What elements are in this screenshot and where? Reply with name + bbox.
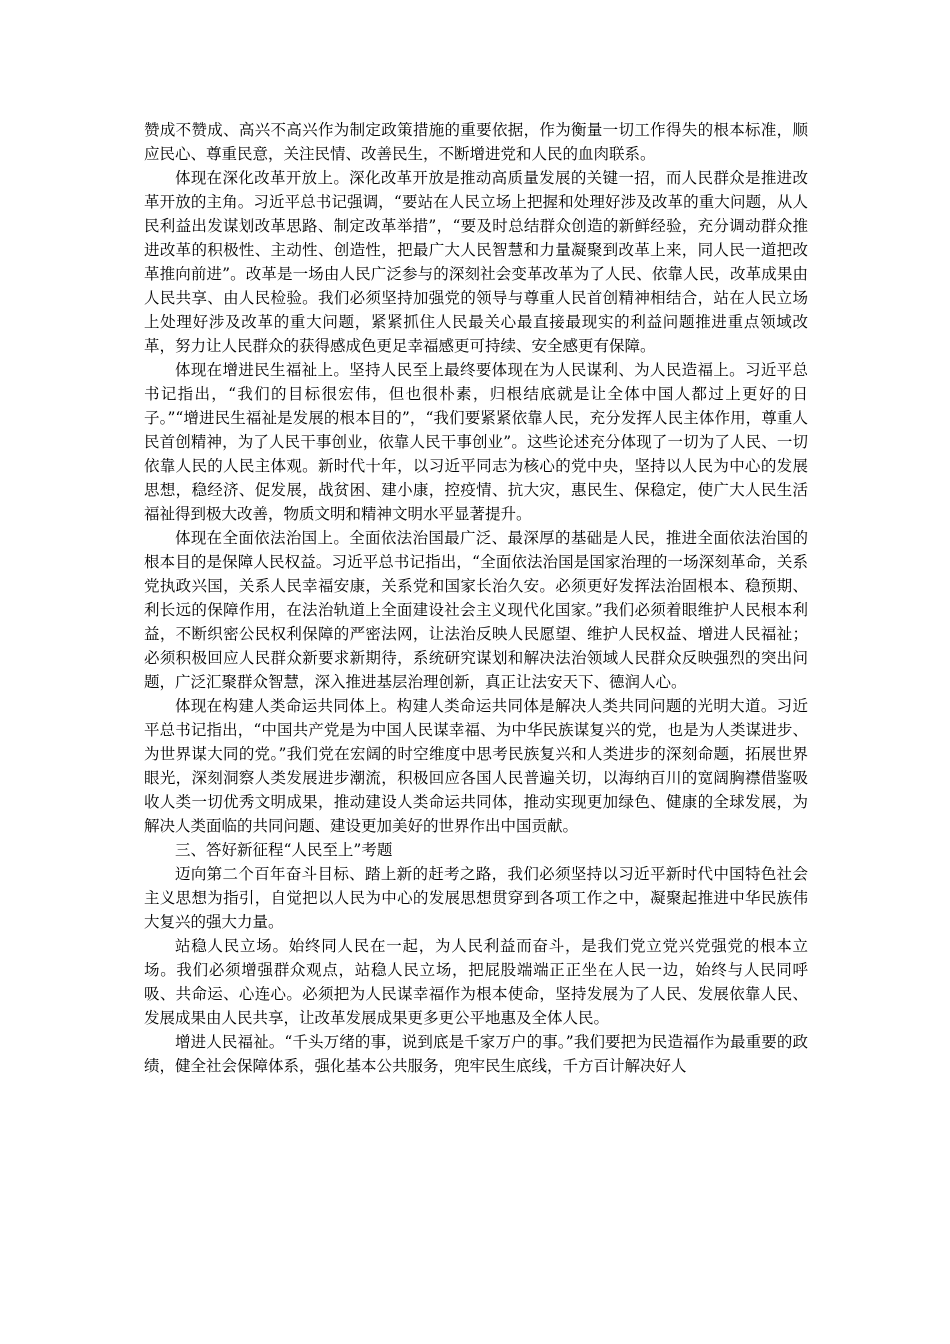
paragraph-community: 体现在构建人类命运共同体上。构建人类命运共同体是解决人类共同问题的光明大道。习近平总书记指出，“中国共产党是为中国人民谋幸福、为中华民族谋复兴的党，也是为人类谋进步、为世界谋大同的党。”我们党在宏阔的时空维度中思考民族复兴和人类进步的深刻命题，拓展世界眼光，深刻洞察人类发展进步潮流，积极回应各国人民普遍关切，以海纳百川的宽阔胸襟借鉴吸收人类一切优秀文明成果，推动建设人类命运共同体，推动实现更加绿色、健康的全球发展，为解决人类面临的共同问题、建设更加美好的世界作出中国贡献。 xyxy=(144,697,808,835)
document-page xyxy=(144,118,808,1078)
paragraph-intro: 迈向第二个百年奋斗目标、踏上新的赶考之路，我们必须坚持以习近平新时代中国特色社会主义思想为指引，自觉把以人民为中心的发展思想贯穿到各项工作之中，凝聚起推进中华民族伟大复兴的强大力量。 xyxy=(144,865,808,931)
paragraph-stance: 站稳人民立场。始终同人民在一起，为人民利益而奋斗，是我们党立党兴党强党的根本立场。我们必须增强群众观点，站稳人民立场，把屁股端端正正坐在人民一边，始终与人民同呼吸、共命运、心连心。必须把为人民谋幸福作为根本使命，坚持发展为了人民、发展依靠人民、发展成果由人民共享，让改革发展成果更多更公平地惠及全体人民。 xyxy=(144,937,808,1027)
paragraph-welfare: 增进人民福祉。“千头万绪的事，说到底是千家万户的事。”我们要把为民造福作为最重要的政绩，健全社会保障体系，强化基本公共服务，兜牢民生底线，千方百计解决好人 xyxy=(144,1033,808,1075)
paragraph-reform: 体现在深化改革开放上。深化改革开放是推动高质量发展的关键一招，而人民群众是推进改革开放的主角。习近平总书记强调，“要站在人民立场上把握和处理好涉及改革的重大问题，从人民利益出发谋划改革思路、制定改革举措”，“要及时总结群众创造的新鲜经验，充分调动群众推进改革的积极性、主动性、创造性，把最广大人民智慧和力量凝聚到改革上来，同人民一道把改革推向前进”。改革是一场由人民广泛参与的深刻社会变革改革为了人民、依靠人民，改革成果由人民共享、由人民检验。我们必须坚持加强党的领导与尊重人民首创精神相结合，站在人民立场上处理好涉及改革的重大问题，紧紧抓住人民最关心最直接最现实的利益问题推进重点领域改革，努力让人民群众的获得感成色更足幸福感更可持续、安全感更有保障。 xyxy=(144,169,808,355)
section-heading: 三、答好新征程“人民至上”考题 xyxy=(175,841,393,859)
paragraph-rule-of-law: 体现在全面依法治国上。全面依法治国最广泛、最深厚的基础是人民，推进全面依法治国的根本目的是保障人民权益。习近平总书记指出，“全面依法治国是国家治理的一场深刻革命，关系党执政兴国，关系人民幸福安康，关系党和国家长治久安。必须更好发挥法治固根本、稳预期、利长远的保障作用，在法治轨道上全面建设社会主义现代化国家。”我们必须着眼维护人民根本利益，不断织密公民权利保障的严密法网，让法治反映人民愿望、维护人民权益、增进人民福祉；必须积极回应人民群众新要求新期待，系统研究谋划和解决法治领域人民群众反映强烈的突出问题，广泛汇聚群众智慧，深入推进基层治理创新，真正让法安天下、德润人心。 xyxy=(144,529,808,691)
paragraph-continuation: 赞成不赞成、高兴不高兴作为制定政策措施的重要依据，作为衡量一切工作得失的根本标准，顺应民心、尊重民意，关注民情、改善民生，不断增进党和人民的血肉联系。 xyxy=(144,121,808,163)
paragraph-livelihood: 体现在增进民生福祉上。坚持人民至上最终要体现在为人民谋利、为人民造福上。习近平总书记指出，“我们的目标很宏伟，但也很朴素，归根结底就是让全体中国人都过上更好的日子。”“增进民生福祉是发展的根本目的”，“我们要紧紧依靠人民，充分发挥人民主体作用，尊重人民首创精神，为了人民干事创业，依靠人民干事创业”。这些论述充分体现了一切为了人民、一切依靠人民的人民主体观。新时代十年，以习近平同志为核心的党中央，坚持以人民为中心的发展思想，稳经济、促发展，战贫困、建小康，控疫情、抗大灾，惠民生、保稳定，使广大人民生活福祉得到极大改善，物质文明和精神文明水平显著提升。 xyxy=(144,361,808,523)
